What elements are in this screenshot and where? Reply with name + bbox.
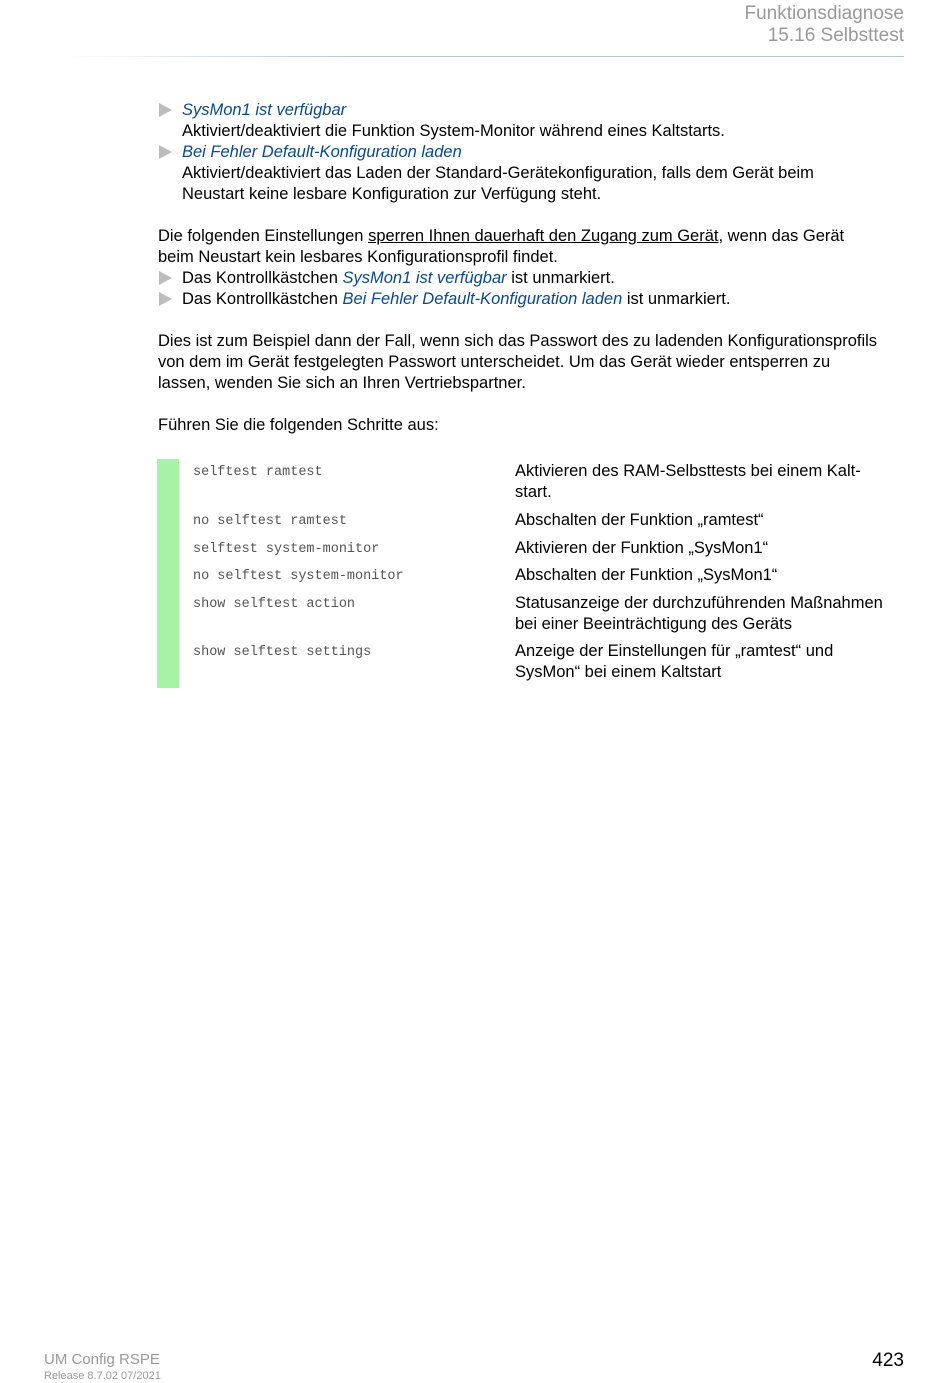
steps-intro: Führen Sie die folgenden Schritte aus: — [158, 416, 439, 434]
checkbox-item: Das Kontrollkästchen SysMon1 ist verfügbar ist unmarkiert. — [158, 268, 904, 289]
step-command: show selftest action — [193, 597, 356, 612]
checkbox-label: Bei Fehler Default-Konfiguration laden — [342, 290, 623, 308]
checkbox-label: SysMon1 ist verfügbar — [342, 269, 507, 287]
option-item — [158, 100, 904, 121]
running-header — [745, 3, 905, 47]
checkbox-item: Das Kontrollkästchen Bei Fehler Default-Konfiguration laden ist unmarkiert. — [158, 289, 904, 310]
triangle-bullet-icon — [159, 103, 172, 117]
option-description: Aktiviert/deaktiviert die Funktion System-Monitor während eines Kaltstarts. — [182, 122, 725, 140]
step-description: Abschalten der Funktion „SysMon1“ — [515, 566, 778, 584]
footer-doc-info — [44, 1351, 161, 1383]
triangle-bullet-icon — [159, 145, 172, 159]
footer-release: Release 8.7.02 07/2021 — [44, 1370, 161, 1382]
option-label: SysMon1 ist verfügbar — [182, 101, 347, 119]
header-chapter: Funktionsdiagnose — [744, 3, 904, 24]
option-item — [158, 142, 904, 163]
warning-emphasis: sperren Ihnen dauerhaft den Zugang zum Gerät — [368, 227, 719, 245]
step-description: Anzeige der Einstellungen für „ramtest“ und SysMon“ bei einem Kaltstart — [515, 642, 834, 681]
step-command: no selftest ramtest — [193, 514, 347, 529]
triangle-bullet-icon — [159, 292, 172, 306]
step-command: no selftest system-monitor — [193, 569, 404, 584]
step-description: Abschalten der Funktion „ramtest“ — [515, 511, 764, 529]
header-divider — [60, 56, 904, 57]
header-section: 15.16 Selbsttest — [767, 25, 904, 46]
warning-text: Die folgenden Einstellungen sperren Ihnen dauerhaft den Zugang zum Gerät, wenn das Gerät — [158, 227, 845, 245]
step-command: selftest system-monitor — [193, 542, 380, 557]
step-command: selftest ramtest — [193, 465, 323, 480]
footer-doc-title: UM Config RSPE — [44, 1351, 160, 1368]
step-description: Aktivieren des RAM-Selbsttests bei einem Kalt- start. — [515, 462, 861, 501]
main-content — [158, 100, 904, 436]
paragraph-line: Dies ist zum Beispiel dann der Fall, wenn sich das Passwort des zu ladenden Konfigurationsprofils — [158, 332, 878, 350]
step-command: show selftest settings — [193, 645, 372, 660]
steps-table — [157, 459, 904, 688]
paragraph-line: lassen, wenden Sie sich an Ihren Vertriebspartner. — [158, 374, 526, 392]
option-label: Bei Fehler Default-Konfiguration laden — [182, 143, 462, 161]
step-description: Statusanzeige der durchzuführenden Maßnahmen bei einer Beeinträchtigung des Geräts — [515, 594, 883, 633]
step-description: Aktivieren der Funktion „SysMon1“ — [515, 539, 769, 557]
steps-marker-bar — [157, 459, 179, 688]
option-description: Neustart keine lesbare Konfiguration zur Verfügung steht. — [182, 185, 602, 203]
paragraph-line: von dem im Gerät festgelegten Passwort unterscheidet. Um das Gerät wieder entsperren zu — [158, 353, 831, 371]
warning-text: beim Neustart kein lesbares Konfigurationsprofil findet. — [158, 248, 558, 266]
page-number: 423 — [872, 1350, 904, 1371]
triangle-bullet-icon — [159, 271, 172, 285]
option-description: Aktiviert/deaktiviert das Laden der Standard-Gerätekonfiguration, falls dem Gerät beim — [182, 164, 814, 182]
